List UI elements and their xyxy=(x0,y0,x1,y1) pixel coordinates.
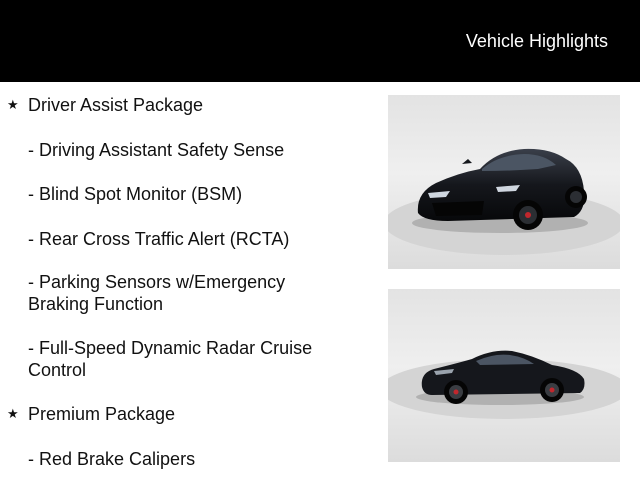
list-item: - Rear Cross Traffic Alert (RCTA) xyxy=(28,229,290,249)
header-bar xyxy=(0,0,640,82)
list-item: - Driving Assistant Safety Sense xyxy=(28,140,285,160)
star-icon: ★ xyxy=(7,406,19,421)
list-item: - Red Brake Calipers xyxy=(28,449,196,469)
list-item-package: Driver Assist Package xyxy=(28,95,204,115)
vehicle-photo-side[interactable] xyxy=(388,289,620,462)
list-item: - Parking Sensors w/Emergency Braking Function xyxy=(28,272,286,314)
list-item: - Blind Spot Monitor (BSM) xyxy=(28,184,243,204)
list-item-package: Premium Package xyxy=(28,404,176,424)
list-item: - Full-Speed Dynamic Radar Cruise Control xyxy=(28,338,313,380)
star-icon: ★ xyxy=(7,97,19,112)
vehicle-photo-front[interactable] xyxy=(388,95,620,269)
page-title: Vehicle Highlights xyxy=(465,31,608,51)
